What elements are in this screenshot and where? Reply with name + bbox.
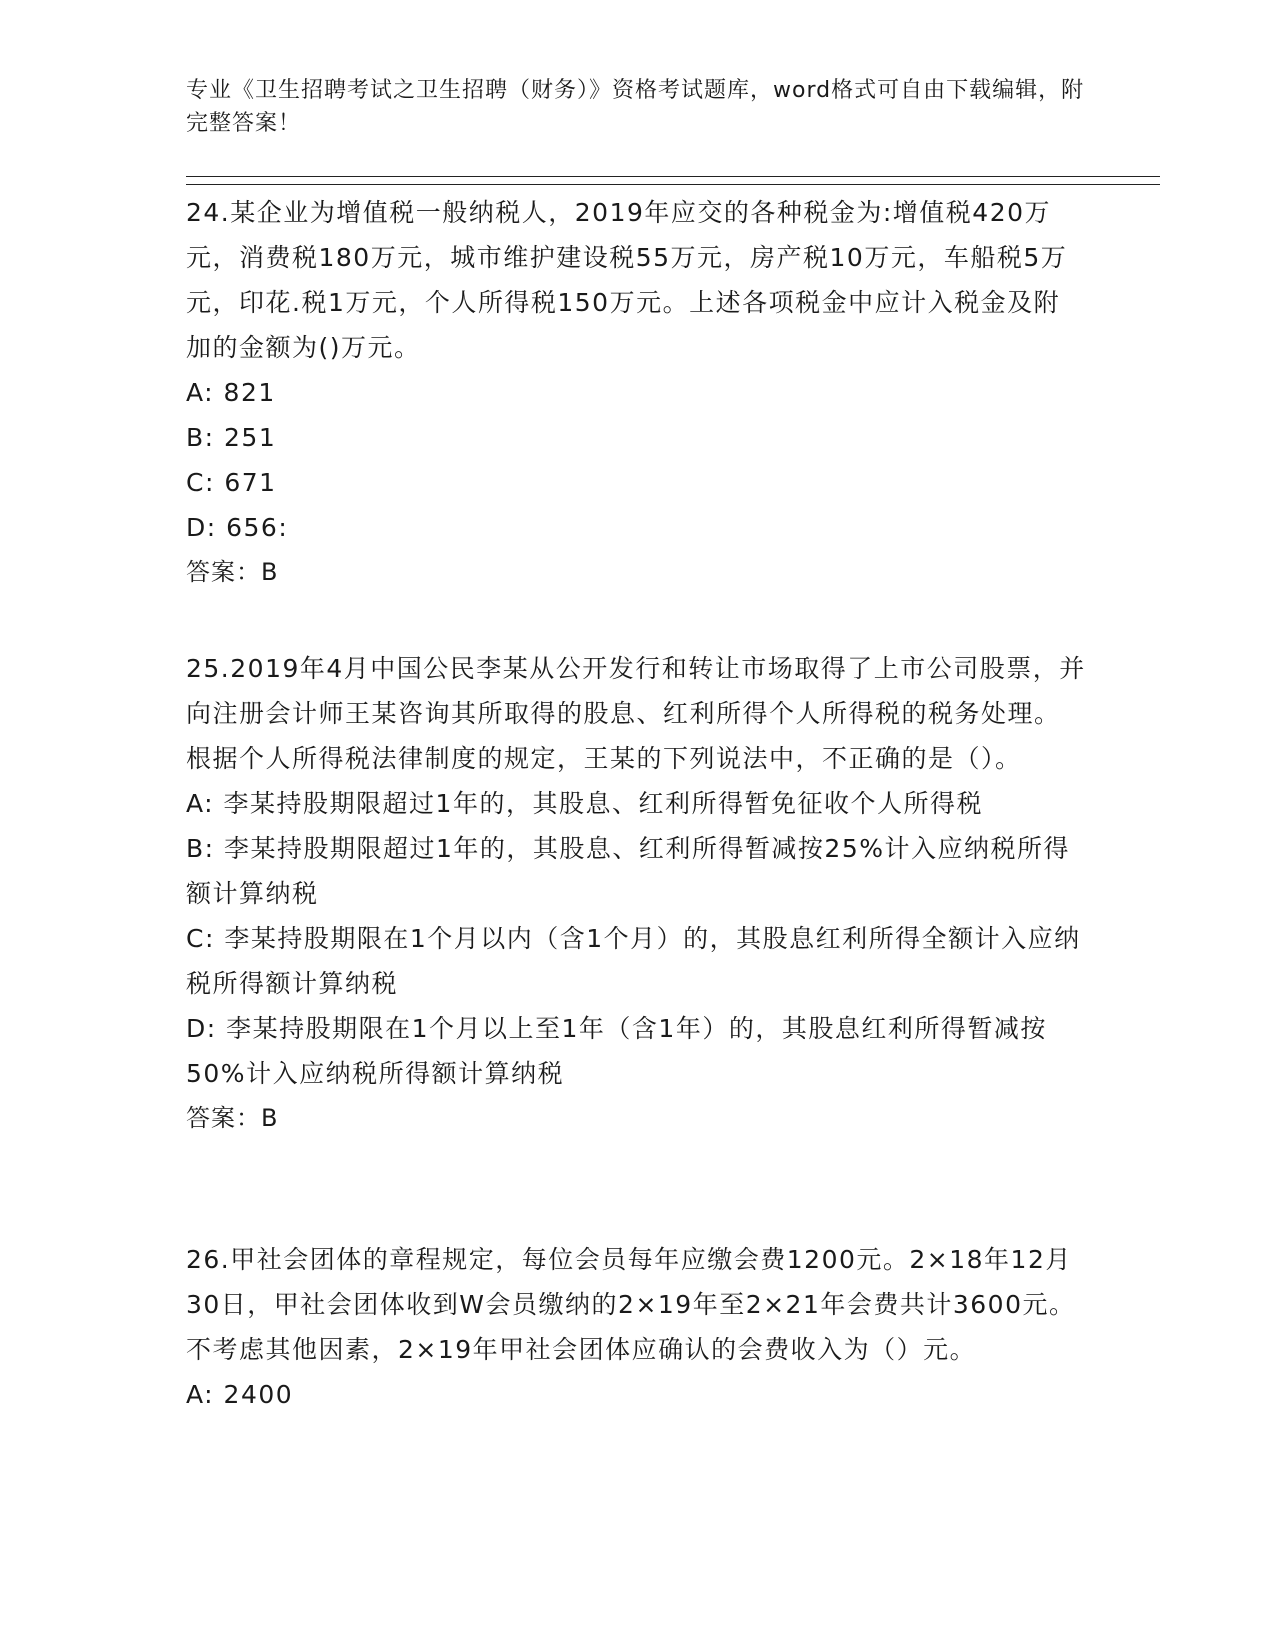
option-a: A: 821: [186, 378, 276, 407]
question-stem: 26.甲社会团体的章程规定，每位会员每年应缴会费1200元。2×18年12月30日，甲社会团体收到W会员缴纳的2×19年至2×21年会费共计3600元。不考虑其他因素，2×19年甲社会团体应确认的会费收入为（）元。: [186, 1245, 1076, 1364]
option-d: D: 李某持股期限在1个月以上至1年（含1年）的，其股息红利所得暂减按50%计入应纳税所得额计算纳税: [186, 1014, 1047, 1088]
header-divider-bottom: [186, 184, 1160, 185]
option-b: B: 李某持股期限超过1年的，其股息、红利所得暂减按25%计入应纳税所得额计算纳税: [186, 834, 1070, 908]
question-stem: 25.2019年4月中国公民李某从公开发行和转让市场取得了上市公司股票，并向注册会计师王某咨询其所取得的股息、红利所得个人所得税的税务处理。根据个人所得税法律制度的规定，王某的下列说法中，不正确的是（）。: [186, 654, 1086, 773]
option-a: A: 2400: [186, 1380, 294, 1409]
header-divider-top: [186, 176, 1160, 177]
question-stem: 24.某企业为增值税一般纳税人，2019年应交的各种税金为:增值税420万元，消费税180万元，城市维护建设税55万元，房产税10万元，车船税5万元，印花.税1万元，个人所得税150万元。上述各项税金中应计入税金及附加的金额为()万元。: [186, 198, 1068, 362]
document-header: [186, 74, 1086, 140]
option-d: D: 656:: [186, 513, 289, 542]
answer-line: 答案：B: [186, 1104, 279, 1132]
option-b: B: 251: [186, 423, 277, 452]
answer-line: 答案：B: [186, 558, 279, 586]
option-a: A: 李某持股期限超过1年的，其股息、红利所得暂免征收个人所得税: [186, 789, 983, 818]
question-25: [186, 646, 1086, 1141]
question-24: [186, 190, 1086, 595]
option-c: C: 671: [186, 468, 277, 497]
option-c: C: 李某持股期限在1个月以内（含1个月）的，其股息红利所得全额计入应纳税所得额计算纳税: [186, 924, 1081, 998]
question-26: [186, 1237, 1086, 1417]
header-text: 专业《卫生招聘考试之卫生招聘（财务）》资格考试题库，word格式可自由下载编辑，附完整答案！: [186, 78, 1085, 136]
